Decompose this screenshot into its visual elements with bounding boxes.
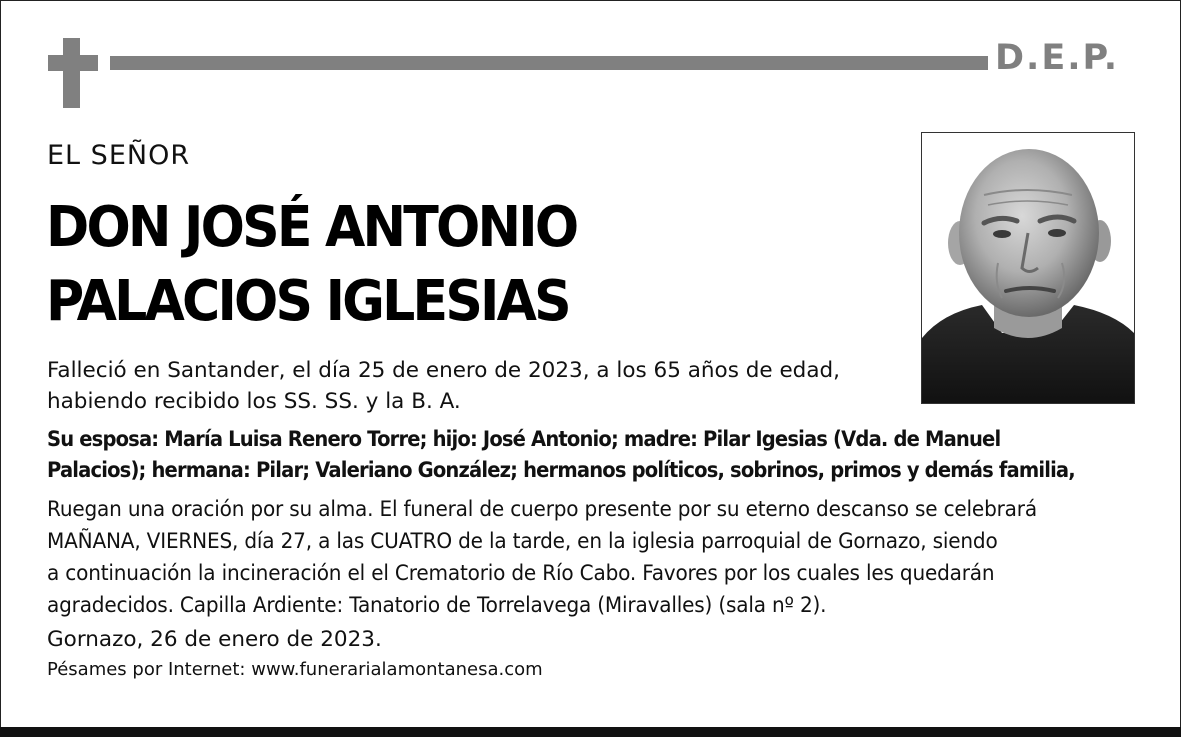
family-line: Su esposa: María Luisa Renero Torre; hijo: José Antonio; madre: Pilar Igesias (Vda. de Manuel: [47, 427, 1001, 451]
funeral-line: Ruegan una oración por su alma. El funeral de cuerpo presente por su eterno descanso se celebrará: [47, 497, 1037, 521]
place-date: Gornazo, 26 de enero de 2023.: [47, 627, 382, 652]
portrait-photo: [921, 132, 1135, 404]
funeral-line: a continuación la incineración el el Crematorio de Río Cabo. Favores por los cuales les quedarán: [47, 561, 995, 585]
condolences-link[interactable]: Pésames por Internet: www.funerarialamontanesa.com: [47, 659, 543, 680]
family-list: [47, 424, 1075, 486]
death-notice-line: Falleció en Santander, el día 25 de enero de 2023, a los 65 años de edad,: [47, 358, 840, 383]
funeral-line: agradecidos. Capilla Ardiente: Tanatorio de Torrelavega (Miravalles) (sala nº 2).: [47, 593, 827, 617]
header-rule: [110, 56, 988, 70]
bottom-bar: [0, 727, 1181, 737]
death-notice-line: habiendo recibido los SS. SS. y la B. A.: [47, 389, 461, 414]
death-notice: [47, 355, 840, 417]
portrait-photo-image: [922, 133, 1134, 403]
family-line: Palacios); hermana: Pilar; Valeriano González; hermanos políticos, sobrinos, primos y demás familia,: [47, 458, 1075, 482]
funeral-details: [47, 493, 1037, 621]
honorific: EL SEÑOR: [47, 140, 191, 171]
deceased-name-line-2: PALACIOS IGLESIAS: [46, 269, 569, 334]
deceased-name-line-1: DON JOSÉ ANTONIO: [46, 195, 577, 260]
funeral-line: MAÑANA, VIERNES, día 27, a las CUATRO de la tarde, en la iglesia parroquial de Gornazo, siendo: [47, 529, 998, 553]
deceased-name: [46, 191, 576, 339]
cross-icon: [63, 38, 80, 108]
cross-icon-arm: [48, 55, 98, 71]
dep-label: D.E.P.: [995, 38, 1120, 78]
